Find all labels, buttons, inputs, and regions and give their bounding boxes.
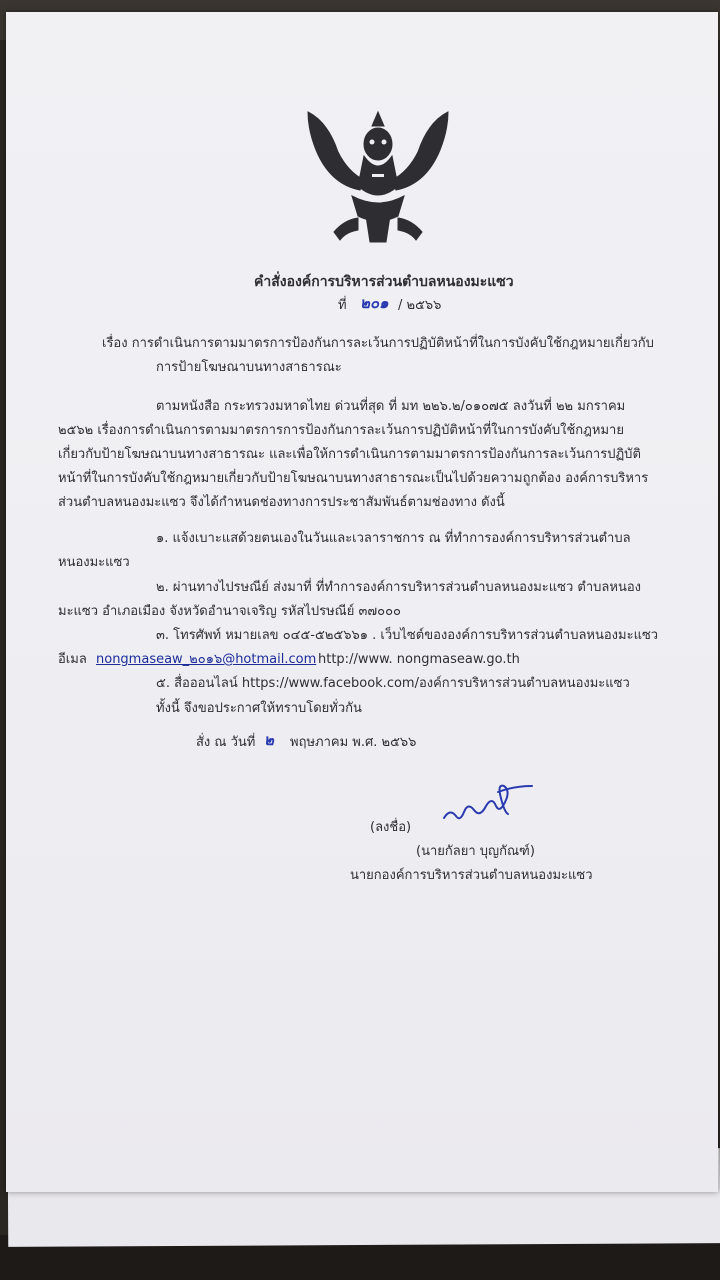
subject-line-2: การป้ายโฆษณาบนทางสาธารณะ <box>156 360 342 375</box>
item-2-line-1: ๒. ผ่านทางไปรษณีย์ ส่งมาที่ ที่ทำการองค์การบริหารส่วนตำบลหนองมะแซว ตำบลหนอง <box>156 580 641 595</box>
body-line-3: เกี่ยวกับป้ายโฆษณาบนทางสาธารณะ และเพื่อให้การดำเนินการตามมาตรการป้องกันการละเว้นการปฏิบัติ <box>58 447 641 462</box>
item-5-online-media: ๕. สื่อออนไลน์ https://www.facebook.com/องค์การบริหารส่วนตำบลหนองมะแซว <box>156 676 630 691</box>
subject-line-1: เรื่อง การดำเนินการตามมาตรการป้องกันการละเว้นการปฏิบัติหน้าที่ในการบังคับใช้กฎหมายเกี่ยวกับ <box>102 336 654 351</box>
garuda-emblem <box>298 104 458 254</box>
item-3-line-1: ๓. โทรศัพท์ หมายเลข ๐๔๕-๕๒๕๖๖๑ . เว็บไซต์ขององค์การบริหารส่วนตำบลหนองมะแซว <box>156 628 659 643</box>
order-number-prefix: ที่ <box>338 298 347 313</box>
document-page <box>6 12 718 1192</box>
date-day-handwritten: ๒ <box>264 731 274 749</box>
body-line-4: หน้าที่ในการบังคับใช้กฎหมายเกี่ยวกับป้ายโฆษณาบนทางสาธารณะเป็นไปด้วยความถูกต้อง องค์การบริหาร <box>58 471 649 486</box>
email-label: อีเมล <box>58 652 87 667</box>
closing-statement: ทั้งนี้ จึงขอประกาศให้ทราบโดยทั่วกัน <box>156 701 362 716</box>
order-number-handwritten: ๒๐๑ <box>360 294 389 312</box>
date-prefix: สั่ง ณ วันที่ <box>196 735 256 750</box>
body-line-5: ส่วนตำบลหนองมะแซว จึงได้กำหนดช่องทางการประชาสัมพันธ์ตามช่องทาง ดังนี้ <box>58 495 505 510</box>
sign-label: (ลงชื่อ) <box>370 820 412 835</box>
date-month-year: พฤษภาคม พ.ศ. ๒๕๖๖ <box>290 735 417 750</box>
handwritten-signature <box>438 782 538 832</box>
document-title: คำสั่งองค์การบริหารส่วนตำบลหนองมะแซว <box>254 274 514 290</box>
email-link[interactable]: nongmaseaw_๒๐๑๖@hotmail.com <box>96 652 317 667</box>
signer-name: (นายกัลยา บุญกัณฑ์) <box>416 844 535 859</box>
body-line-1: ตามหนังสือ กระทรวงมหาดไทย ด่วนที่สุด ที่ มท ๒๒๖.๒/๐๑๐๗๕ ลงวันที่ ๒๒ มกราคม <box>156 399 626 414</box>
body-line-2: ๒๕๖๒ เรื่องการดำเนินการตามมาตรการการป้องกันการละเว้นการปฏิบัติหน้าที่ในการบังคับใช้กฎหมาย <box>58 423 624 438</box>
website-text: http://www. nongmaseaw.go.th <box>318 652 520 667</box>
item-2-line-2: มะแซว อำเภอเมือง จังหวัดอำนาจเจริญ รหัสไปรษณีย์ ๓๗๐๐๐ <box>58 604 401 619</box>
item-1-line-2: หนองมะแซว <box>58 555 130 570</box>
item-1-line-1: ๑. แจ้งเบาะแสด้วยตนเองในวันและเวลาราชการ ณ ที่ทำการองค์การบริหารส่วนตำบล <box>156 531 631 546</box>
signer-title: นายกองค์การบริหารส่วนตำบลหนองมะแซว <box>350 868 593 883</box>
order-number-year: / ๒๕๖๖ <box>398 298 442 313</box>
